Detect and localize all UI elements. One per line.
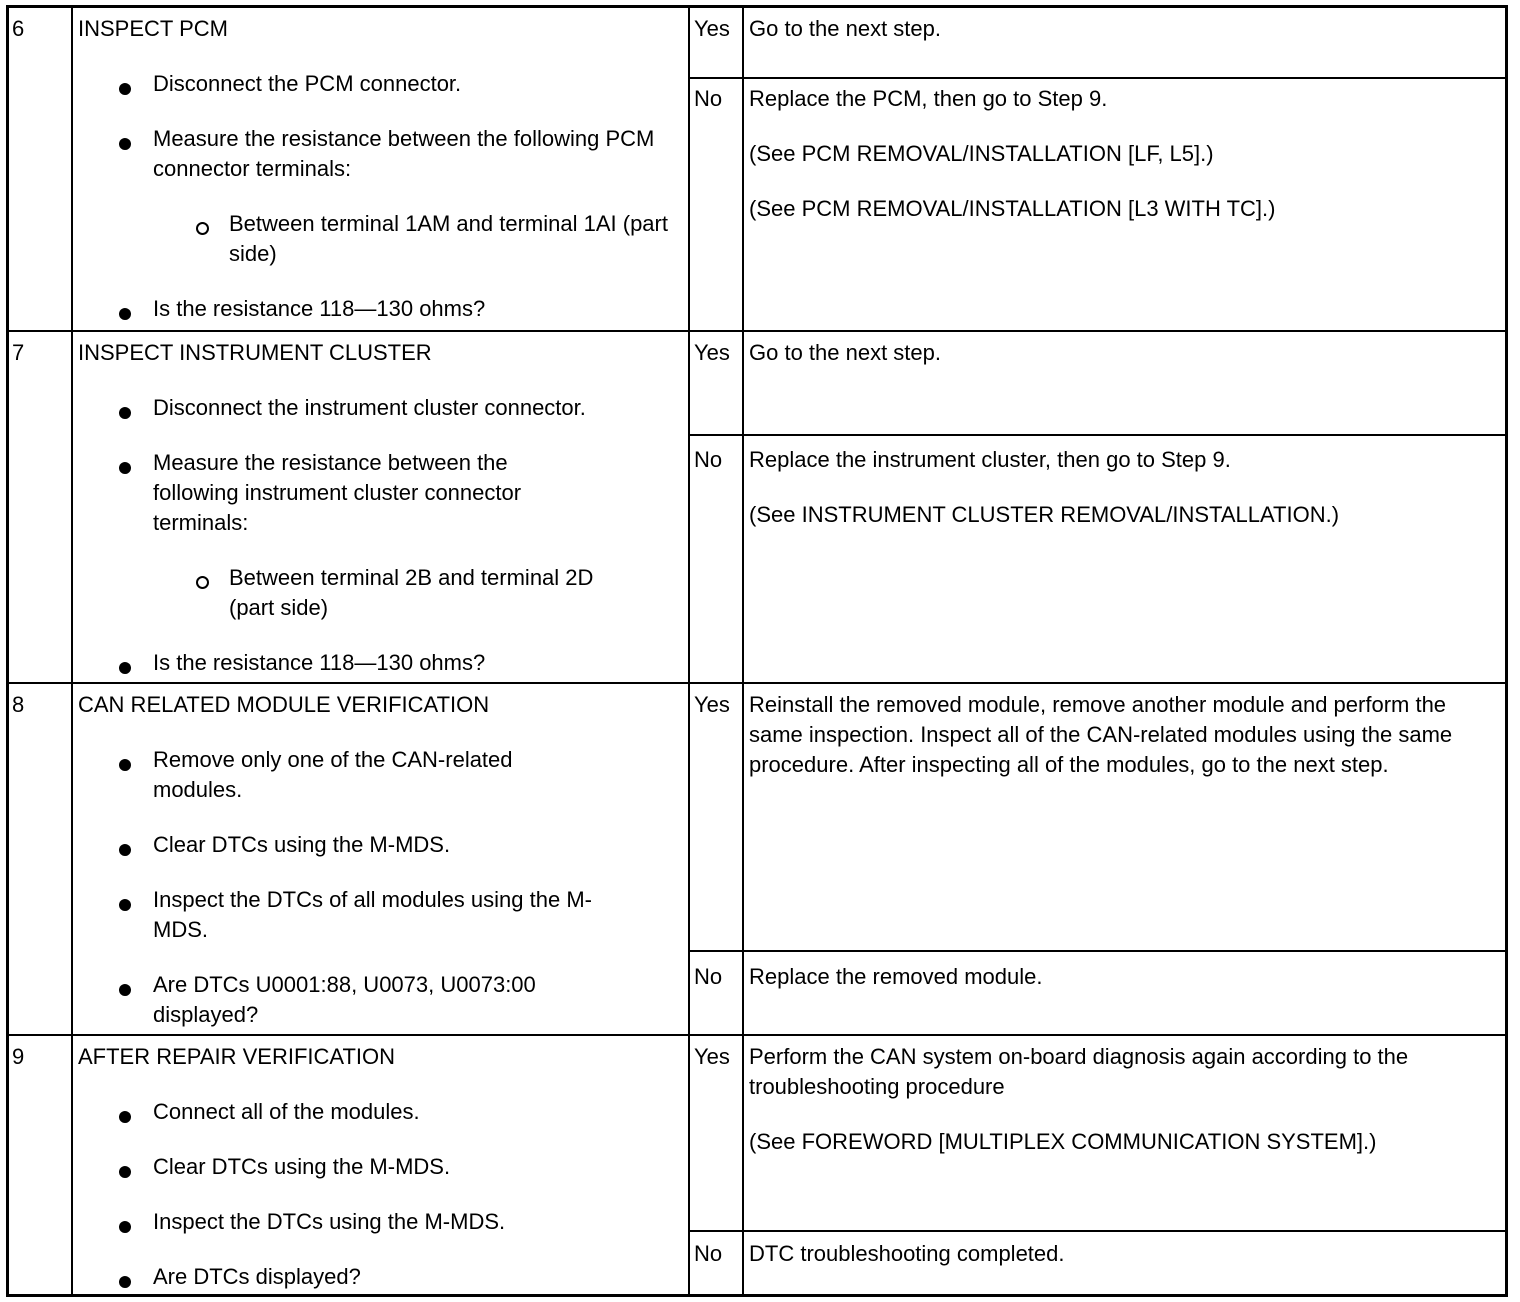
bullet-icon [119, 984, 131, 996]
no-label: No [694, 86, 723, 111]
step-bullet: Clear DTCs using the M-MDS. [153, 832, 451, 857]
no-result: Replace the instrument cluster, then go to Step 9. [749, 447, 1231, 472]
step-number: 8 [12, 692, 25, 717]
yes-label: Yes [694, 1044, 730, 1069]
bullet-icon [119, 662, 131, 674]
no-label: No [694, 1241, 723, 1266]
step-title: INSPECT INSTRUMENT CLUSTER [78, 340, 432, 365]
yes-label: Yes [694, 692, 730, 717]
step-number: 7 [12, 340, 25, 365]
step-number: 6 [12, 16, 25, 41]
bullet-icon [119, 462, 131, 474]
step-6-row [9, 8, 1505, 332]
step-number: 9 [12, 1044, 25, 1069]
no-result-reference: (See PCM REMOVAL/INSTALLATION [L3 WITH TC].) [749, 196, 1276, 221]
step-bullet: Is the resistance 118—130 ohms? [153, 650, 486, 675]
step-bullet: Disconnect the PCM connector. [153, 71, 462, 96]
yes-result: Reinstall the removed module, remove another module and perform the same inspection. Inspect all of the CAN-related modules using the same procedure. After inspecting all of the modules, go to the next step. [749, 692, 1453, 777]
step-bullet: Remove only one of the CAN-related modules. [153, 747, 513, 802]
step-title: CAN RELATED MODULE VERIFICATION [78, 692, 490, 717]
bullet-icon [119, 1276, 131, 1288]
step-bullet: Inspect the DTCs of all modules using the M-MDS. [153, 887, 592, 942]
step-bullet: Clear DTCs using the M-MDS. [153, 1154, 451, 1179]
step-sub-bullet: Between terminal 1AM and terminal 1AI (part side) [229, 211, 668, 266]
yes-result: Go to the next step. [749, 16, 942, 41]
no-result: Replace the removed module. [749, 964, 1043, 989]
yes-result-reference: (See FOREWORD [MULTIPLEX COMMUNICATION SYSTEM].) [749, 1129, 1377, 1154]
step-bullet: Connect all of the modules. [153, 1099, 420, 1124]
no-result: Replace the PCM, then go to Step 9. [749, 86, 1108, 111]
troubleshooting-table [6, 5, 1508, 1297]
no-label: No [694, 447, 723, 472]
step-bullet: Are DTCs displayed? [153, 1264, 361, 1289]
yes-result: Go to the next step. [749, 340, 942, 365]
no-result-reference: (See INSTRUMENT CLUSTER REMOVAL/INSTALLATION.) [749, 502, 1340, 527]
sub-bullet-icon [196, 222, 209, 235]
yes-label: Yes [694, 16, 730, 41]
step-title: INSPECT PCM [78, 16, 228, 41]
step-8-row [9, 682, 1505, 1036]
bullet-icon [119, 308, 131, 320]
bullet-icon [119, 1221, 131, 1233]
bullet-icon [119, 138, 131, 150]
step-bullet: Is the resistance 118—130 ohms? [153, 296, 486, 321]
step-title: AFTER REPAIR VERIFICATION [78, 1044, 395, 1069]
yes-result: Perform the CAN system on-board diagnosis again according to the troubleshooting procedure [749, 1044, 1409, 1099]
bullet-icon [119, 407, 131, 419]
step-sub-bullet: Between terminal 2B and terminal 2D (part side) [229, 565, 594, 620]
step-9-row [9, 1034, 1505, 1294]
step-bullet: Disconnect the instrument cluster connector. [153, 395, 586, 420]
no-label: No [694, 964, 723, 989]
step-bullet: Measure the resistance between the following PCM connector terminals: [153, 126, 655, 181]
bullet-icon [119, 844, 131, 856]
bullet-icon [119, 83, 131, 95]
step-bullet: Are DTCs U0001:88, U0073, U0073:00 displayed? [153, 972, 536, 1027]
step-bullet: Measure the resistance between the following instrument cluster connector terminals: [153, 450, 522, 535]
step-bullet: Inspect the DTCs using the M-MDS. [153, 1209, 506, 1234]
yes-label: Yes [694, 340, 730, 365]
bullet-icon [119, 759, 131, 771]
step-7-row [9, 330, 1505, 684]
no-result-reference: (See PCM REMOVAL/INSTALLATION [LF, L5].) [749, 141, 1214, 166]
bullet-icon [119, 899, 131, 911]
sub-bullet-icon [196, 576, 209, 589]
bullet-icon [119, 1111, 131, 1123]
bullet-icon [119, 1166, 131, 1178]
no-result: DTC troubleshooting completed. [749, 1241, 1065, 1266]
